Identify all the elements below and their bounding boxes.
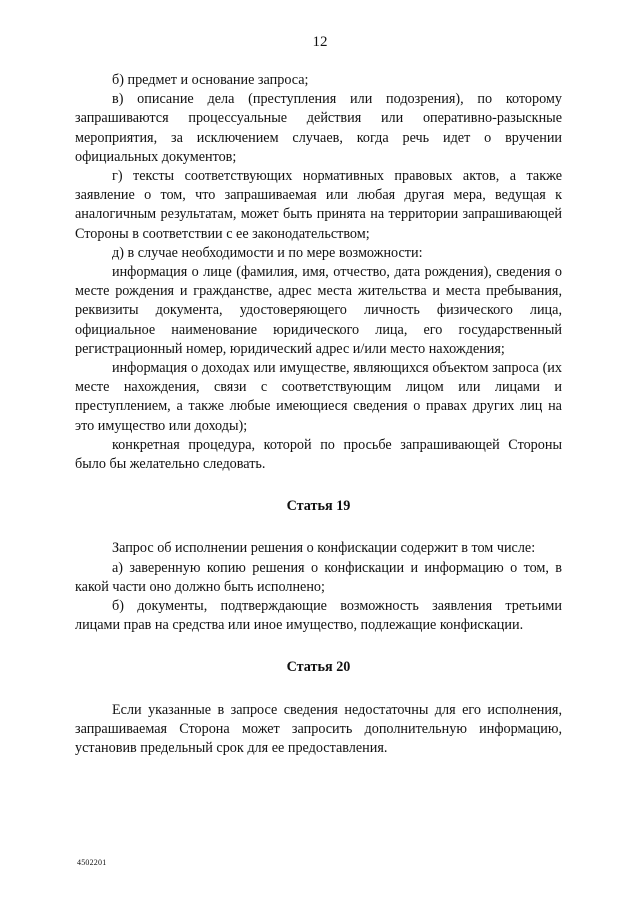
document-body [75,71,562,758]
paragraph-v: в) описание дела (преступления или подозрения), по которому запрашиваются процессуальные действия или оперативно-разыскные мероприятия, за исключением случаев, когда речь идет о вручении официальных документов; [75,91,562,165]
paragraph-person-info: информация о лице (фамилия, имя, отчество, дата рождения), сведения о месте рождения и гражданстве, адрес места жительства и места пребывания, реквизиты документа, удостоверяющего личность физического лица, официальное наименование юридического лица, его государственный регистрационный номер, юридический адрес и/или место нахождения; [75,264,562,357]
page-number: 12 [312,34,328,50]
paragraph-property-info: информация о доходах или имуществе, являющихся объектом запроса (их месте нахождения, связи с соответствующим лицом или лицами и преступлением, а также любые имеющиеся сведения о правах других лиц на это имущество или доходы); [75,360,562,434]
article-19-heading: Статья 19 [286,498,351,515]
article-20-paragraph: Если указанные в запросе сведения недостаточны для его исполнения, запрашиваемая Сторона может запросить дополнительную информацию, установив предельный срок для ее предоставления. [75,701,562,757]
article-20-heading: Статья 20 [286,659,351,676]
paragraph-procedure: конкретная процедура, которой по просьбе запрашивающей Стороны было бы желательно следовать. [75,436,562,473]
article-19-item-b: б) документы, подтверждающие возможность заявления третьими лицами прав на средства или иное имущество, подлежащие конфискации. [75,598,562,634]
article-19-item-a: а) заверенную копию решения о конфискации и информацию о том, в какой части оно должно быть исполнено; [75,559,562,595]
paragraph-g: г) тексты соответствующих нормативных правовых актов, а также заявление о том, что запрашиваемая или любая другая мера, ведущая к аналогичным результатам, может быть принята на территории запрашивающей Стороны в соответствии с ее законодательством; [75,168,562,242]
paragraph-d: д) в случае необходимости и по мере возможности: [112,244,423,261]
document-code: 4502201 [77,858,107,867]
paragraph-b: б) предмет и основание запроса; [112,72,309,88]
article-19-paragraph: Запрос об исполнении решения о конфискации содержит в том числе: [112,540,536,557]
